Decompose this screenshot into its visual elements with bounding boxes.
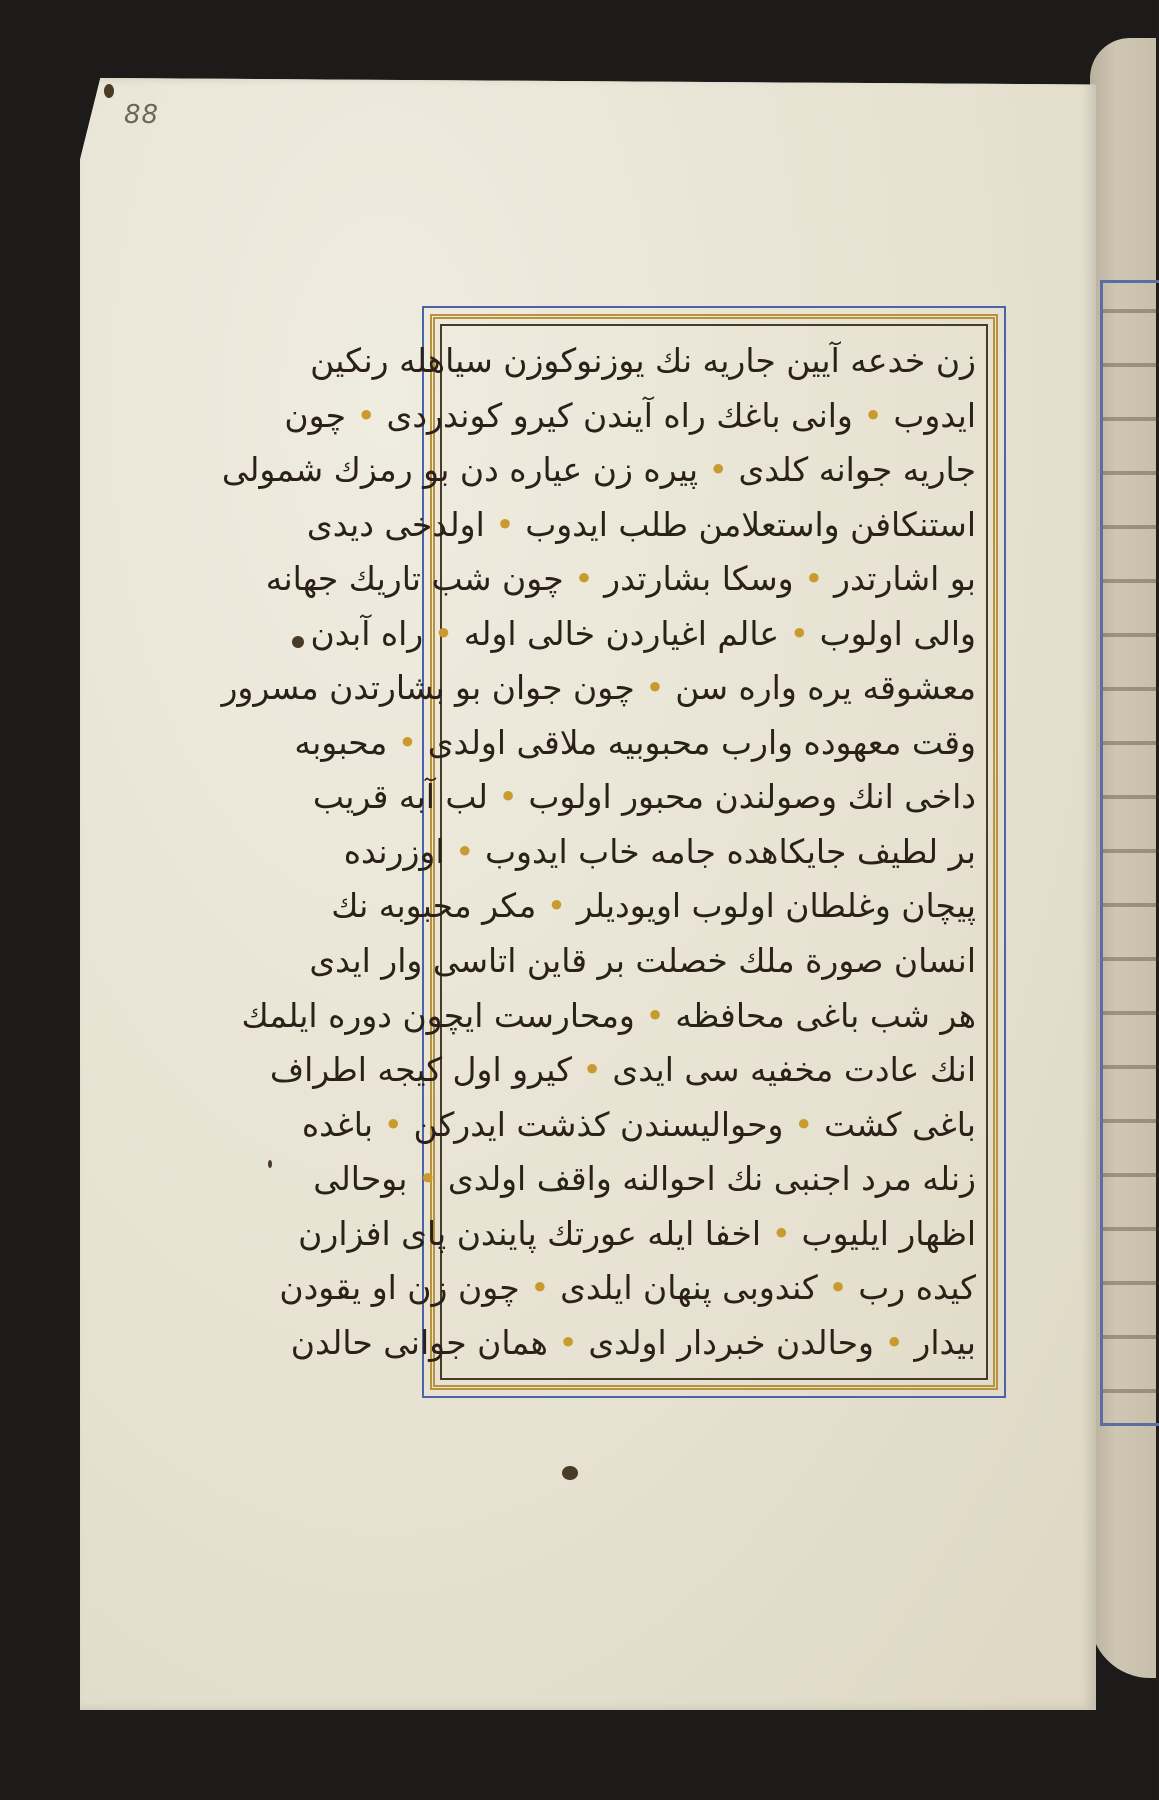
verse-marker-dot: • [558,1322,578,1362]
ink-stain [292,636,304,648]
verse-marker-dot: • [645,668,665,708]
text-line: بو اشارتدر • وسكا بشارتدر • چون شب تاریك جهانه [265,559,976,599]
verse-marker-dot: • [804,559,824,599]
verse-marker-dot: • [433,613,454,653]
text-line: وقت معهوده وارب محبوبیه ملاقی اولدی • محبوبه [294,722,976,762]
verse-marker-dot: • [417,1159,438,1199]
verse-marker-dot: • [708,450,728,490]
verse-marker-dot: • [789,613,810,653]
text-line: بیدار • وحالدن خبردار اولدی • همان جوانی حالدن [290,1322,976,1362]
text-line: جاریه جوانه كلدی • پیره زن عیاره دن بو رمزك شمولی [221,450,976,490]
text-line: داخی انك وصولندن محبور اولوب • لب آبه قریب [312,777,976,817]
text-line: كیده رب • كندوبی پنهان ایلدی • چون زن او یقودن [279,1268,976,1308]
text-line: انك عادت مخفیه سی ایدی • كیرو اول كیجه اطراف [269,1050,976,1090]
verse-marker-dot: • [530,1268,550,1308]
text-line: انسان صورة ملك خصلت بر قاین اتاسی وار ایدی [309,941,976,981]
text-line: بر لطیف جایكاهده جامه خاب ایدوب • اوزرنده [343,831,976,871]
verse-marker-dot: • [645,995,665,1035]
text-line: پیچان وغلطان اولوب اویودیلر • مكر محبوبه نك [331,886,976,926]
text-line: باغی كشت • وحوالیسندن كذشت ایدركن • باغده [301,1104,976,1144]
verse-marker-dot: • [828,1268,848,1308]
verse-marker-dot: • [495,504,515,544]
text-line: معشوقه یره واره سن • چون جوان بو بشارتدن مسرور [221,668,976,708]
verse-marker-dot: • [582,1050,602,1090]
text-line: اظهار ایلیوب • اخفا ایله عورتك پایندن پای افزارن [298,1213,976,1253]
text-line: هر شب باغی محافظه • ومحارست ایچون دوره ایلمك [241,995,976,1035]
verse-marker-dot: • [863,395,883,435]
text-line: زن خدعه آیین جاریه نك یوزنوكوزن سیاهله رنكین [310,341,976,380]
text-line: ایدوب • وانی باغك راه آیندن كیرو كوندردی • چون [284,395,976,435]
verse-marker-dot: • [793,1104,814,1144]
verse-marker-dot: • [546,886,567,926]
manuscript-text-block [221,334,976,1370]
verse-marker-dot: • [498,777,518,817]
verse-marker-dot: • [574,559,594,599]
ink-stain [562,1466,578,1480]
verse-marker-dot: • [884,1322,904,1362]
verse-marker-dot: • [771,1213,792,1253]
verse-marker-dot: • [455,831,475,871]
verse-marker-dot: • [383,1104,403,1144]
ink-stain [268,1160,272,1168]
text-line: استنكافن واستعلامن طلب ایدوب • اولدخی دیدی [306,504,976,544]
adjacent-page-text-frame [1100,280,1159,1426]
ink-stain [104,84,114,98]
verse-marker-dot: • [397,722,418,762]
text-line: زنله مرد اجنبی نك احوالنه واقف اولدی • بوحالی [313,1159,976,1199]
folio-number: 88 [124,100,160,130]
text-line: والی اولوب • عالم اغیاردن خالی اوله • راه آبدن [310,613,976,653]
verse-marker-dot: • [356,395,377,435]
